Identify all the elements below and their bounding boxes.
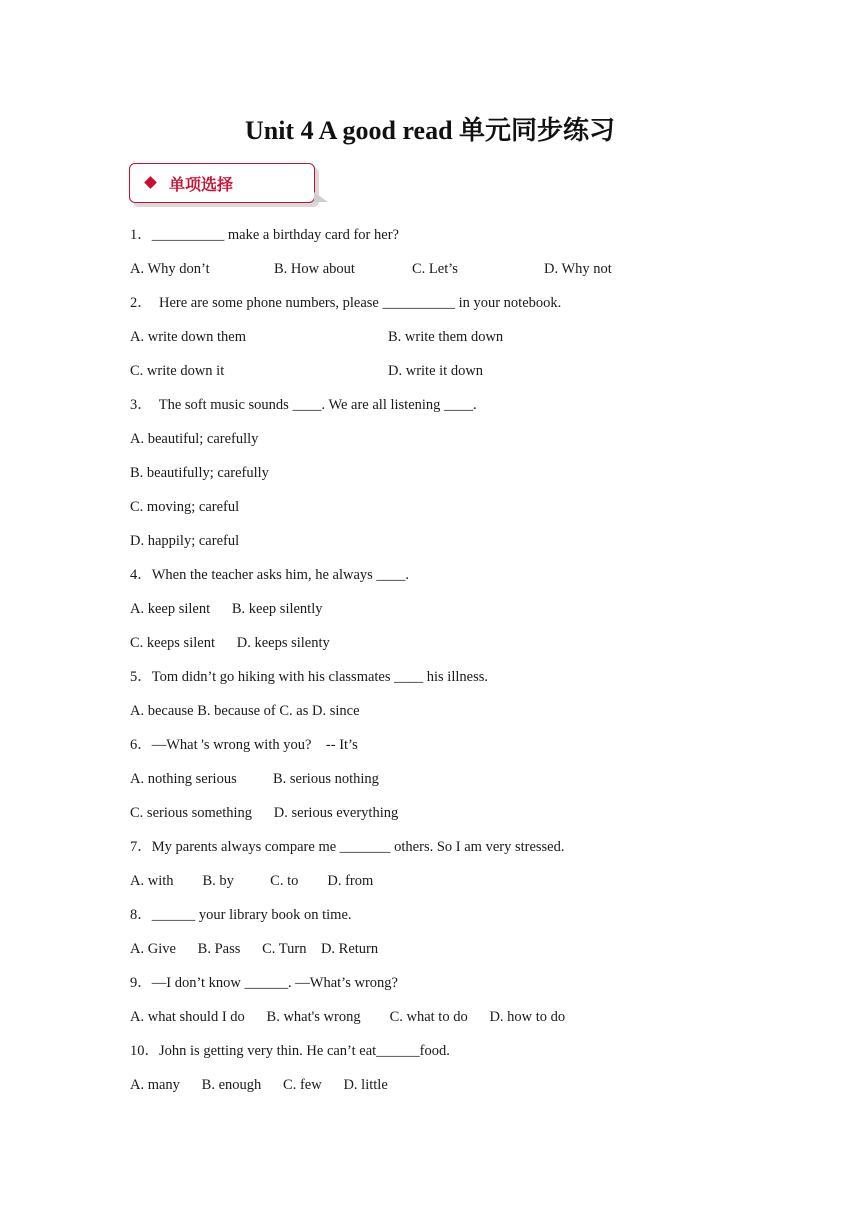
option-a: A. Why don’t: [130, 261, 210, 277]
question-6-options-row2: C. serious something D. serious everything: [130, 805, 399, 821]
diamond-bullet-icon: [144, 176, 157, 189]
question-1-stem: 1．__________ make a birthday card for her?: [130, 227, 399, 243]
section-label: 单项选择: [169, 175, 234, 194]
question-9-options: A. what should I do B. what's wrong C. what to do D. how to do: [130, 1009, 566, 1025]
question-10-options: A. many B. enough C. few D. little: [130, 1077, 388, 1093]
option-a: A. write down them: [130, 329, 246, 345]
option-b: B. write them down: [388, 329, 504, 345]
question-3-option-a: A. beautiful; carefully: [130, 431, 259, 447]
question-8-stem: 8．______ your library book on time.: [130, 907, 352, 923]
question-3-option-c: C. moving; careful: [130, 499, 240, 515]
option-c: C. Let’s: [412, 261, 458, 277]
question-7-stem: 7．My parents always compare me _______ others. So I am very stressed.: [130, 839, 565, 855]
question-5-stem: 5．Tom didn’t go hiking with his classmates ____ his illness.: [130, 669, 488, 685]
question-9-stem: 9．—I don’t know ______. —What’s wrong?: [130, 975, 398, 991]
question-2-stem: 2． Here are some phone numbers, please __________ in your notebook.: [130, 295, 562, 311]
question-8-options: A. Give B. Pass C. Turn D. Return: [130, 941, 379, 957]
section-header: [129, 163, 315, 203]
question-3-option-d: D. happily; careful: [130, 533, 240, 549]
option-c: C. write down it: [130, 363, 225, 379]
question-3-option-b: B. beautifully; carefully: [130, 465, 269, 481]
question-10-stem: 10．John is getting very thin. He can’t eat______food.: [130, 1043, 450, 1059]
question-2-options-row2: [130, 362, 730, 380]
question-4-options-row2: C. keeps silent D. keeps silenty: [130, 635, 330, 651]
question-5-options: A. because B. because of C. as D. since: [130, 703, 360, 719]
question-7-options: A. with B. by C. to D. from: [130, 873, 374, 889]
question-4-stem: 4．When the teacher asks him, he always ____.: [130, 567, 410, 583]
question-1-options: [130, 260, 730, 278]
question-6-options-row1: A. nothing serious B. serious nothing: [130, 771, 379, 787]
option-d: D. Why not: [544, 261, 612, 277]
question-2-options-row1: [130, 328, 730, 346]
question-6-stem: 6．—What 's wrong with you? -- It’s: [130, 737, 358, 753]
question-3-stem: 3． The soft music sounds ____. We are all listening ____.: [130, 397, 477, 413]
section-header-shadow-tail: [314, 192, 328, 202]
option-d: D. write it down: [388, 363, 484, 379]
option-b: B. How about: [274, 261, 355, 277]
page-title: Unit 4 A good read 单元同步练习: [244, 116, 616, 145]
question-4-options-row1: A. keep silent B. keep silently: [130, 601, 323, 617]
